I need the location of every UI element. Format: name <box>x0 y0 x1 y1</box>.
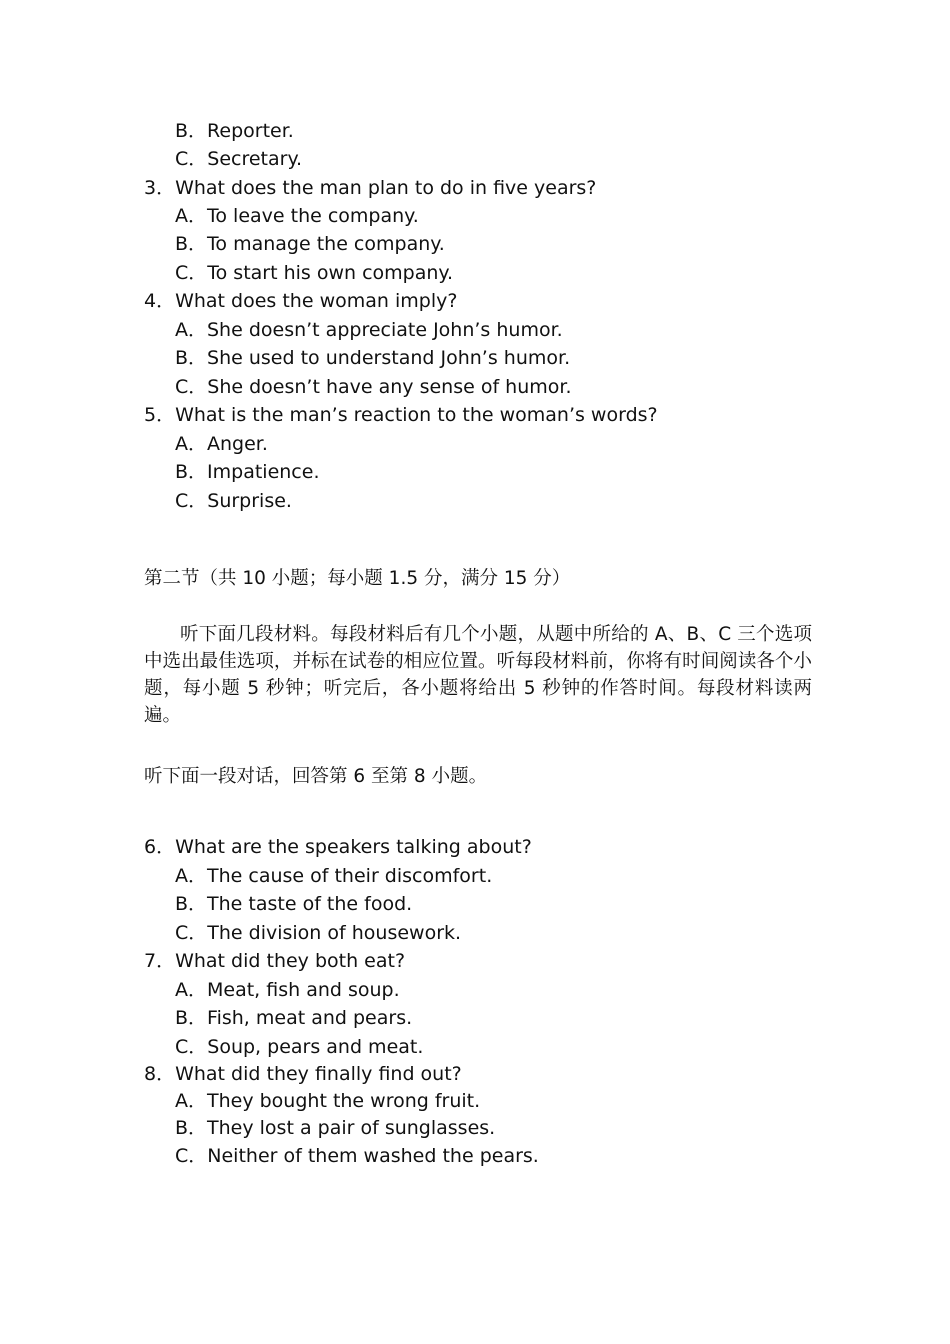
q7-option-b: B．Fish, meat and pears. <box>175 1007 413 1029</box>
q6-option-b: B．The taste of the food. <box>175 893 413 915</box>
q7-option-a: A．Meat, fish and soup. <box>175 979 400 1001</box>
q8-option-a: A．They bought the wrong fruit. <box>175 1090 481 1112</box>
q3-stem: 3．What does the man plan to do in five years? <box>144 177 597 199</box>
q2-option-c: C．Secretary. <box>175 148 303 170</box>
section2-heading: 第二节（共 10 小题；每小题 1.5 分，满分 15 分） <box>144 568 571 589</box>
q8-option-c: C．Neither of them washed the pears. <box>175 1145 539 1167</box>
q3-option-c: C．To start his own company. <box>175 262 454 284</box>
q4-option-b: B．She used to understand John’s humor. <box>175 347 571 369</box>
q4-option-c: C．She doesn’t have any sense of humor. <box>175 376 572 398</box>
q8-stem: 8．What did they finally find out? <box>144 1063 462 1085</box>
q3-option-a: A．To leave the company. <box>175 205 419 227</box>
section2-instructions: 听下面几段材料。每段材料后有几个小题，从题中所给的 A、B、C 三个选项中选出最佳选项，并标在试卷的相应位置。听每段材料前，你将有时间阅读各个小题，每小题 5 秒钟；听完后，各小题将给出 5 秒钟的作答时间。每段材料读两遍。 <box>144 624 812 726</box>
q6-stem: 6．What are the speakers talking about? <box>144 836 532 858</box>
q6-option-c: C．The division of housework. <box>175 922 462 944</box>
q3-option-b: B．To manage the company. <box>175 233 445 255</box>
q4-stem: 4．What does the woman imply? <box>144 290 458 312</box>
q5-option-a: A．Anger. <box>175 433 268 455</box>
q5-option-b: B．Impatience. <box>175 461 320 483</box>
q5-stem: 5．What is the man’s reaction to the woman’s words? <box>144 404 658 426</box>
q8-option-b: B．They lost a pair of sunglasses. <box>175 1117 496 1139</box>
q7-option-c: C．Soup, pears and meat. <box>175 1036 424 1058</box>
dialogue-note: 听下面一段对话，回答第 6 至第 8 小题。 <box>144 766 488 787</box>
q7-stem: 7．What did they both eat? <box>144 950 406 972</box>
q6-option-a: A．The cause of their discomfort. <box>175 865 493 887</box>
q4-option-a: A．She doesn’t appreciate John’s humor. <box>175 319 563 341</box>
q2-option-b: B．Reporter. <box>175 120 294 142</box>
q5-option-c: C．Surprise. <box>175 490 292 512</box>
